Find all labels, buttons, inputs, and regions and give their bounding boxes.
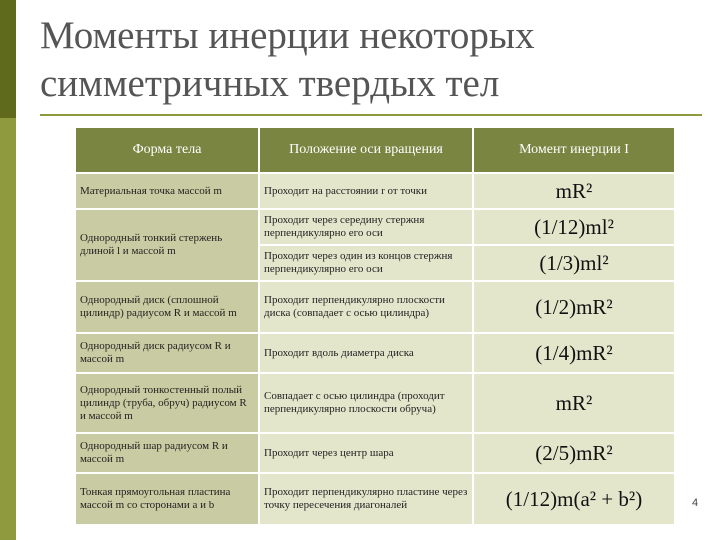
shape-cell: Тонкая прямоугольная пластина массой m со сторонами a и b — [75, 473, 259, 525]
table-row — [75, 173, 675, 209]
axis-cell: Проходит через середину стержня перпендикулярно его оси — [259, 209, 473, 245]
header-shape: Форма тела — [75, 127, 259, 173]
moments-table — [74, 126, 676, 526]
axis-cell: Проходит через один из концов стержня перпендикулярно его оси — [259, 245, 473, 281]
axis-cell: Совпадает с осью цилиндра (проходит перпендикулярно плоскости обруча) — [259, 373, 473, 433]
table-row — [75, 281, 675, 333]
shape-cell: Однородный шар радиусом R и массой m — [75, 433, 259, 473]
table-row — [75, 209, 675, 245]
table-header-row — [75, 127, 675, 173]
moment-cell: mR² — [473, 173, 675, 209]
moment-cell: (1/4)mR² — [473, 333, 675, 373]
page-number: 4 — [692, 497, 699, 509]
moment-cell: (1/2)mR² — [473, 281, 675, 333]
shape-cell: Однородный тонкостенный полый цилиндр (труба, обруч) радиусом R и массой m — [75, 373, 259, 433]
moment-cell: (1/12)m(a² + b²) — [473, 473, 675, 525]
sidebar-accent-band-top — [0, 0, 16, 118]
table-row — [75, 473, 675, 525]
moment-cell: (1/12)ml² — [473, 209, 675, 245]
axis-cell: Проходит вдоль диаметра диска — [259, 333, 473, 373]
shape-cell: Однородный диск (сплошной цилиндр) радиусом R и массой m — [75, 281, 259, 333]
axis-cell: Проходит через центр шара — [259, 433, 473, 473]
axis-cell: Проходит перпендикулярно плоскости диска (совпадает с осью цилиндра) — [259, 281, 473, 333]
table-row — [75, 433, 675, 473]
axis-cell: Проходит на расстоянии r от точки — [259, 173, 473, 209]
moment-cell: mR² — [473, 373, 675, 433]
shape-cell: Однородный тонкий стержень длиной l и массой m — [75, 209, 259, 281]
header-axis: Положение оси вращения — [259, 127, 473, 173]
header-moment: Момент инерции I — [473, 127, 675, 173]
axis-cell: Проходит перпендикулярно пластине через точку пересечения диагоналей — [259, 473, 473, 525]
shape-cell: Материальная точка массой m — [75, 173, 259, 209]
table-row — [75, 373, 675, 433]
shape-cell: Однородный диск радиусом R и массой m — [75, 333, 259, 373]
moment-cell: (1/3)ml² — [473, 245, 675, 281]
slide-title: Моменты инерции некоторых симметричных твердых тел — [40, 14, 535, 105]
moment-cell: (2/5)mR² — [473, 433, 675, 473]
table-row — [75, 333, 675, 373]
title-divider — [40, 114, 702, 116]
